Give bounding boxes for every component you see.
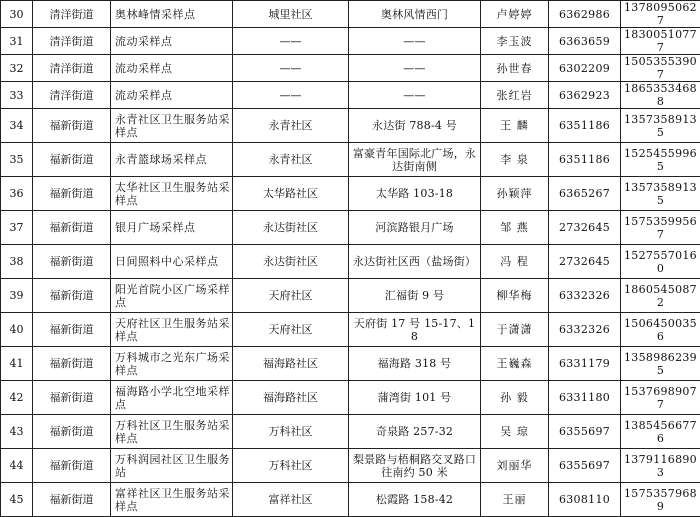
cell-sampling-site: 流动采样点 (111, 82, 233, 109)
cell-community: 富祥社区 (233, 483, 349, 517)
cell-street: 福新街道 (33, 245, 111, 279)
cell-mobile-phone: 13791168903 (621, 449, 700, 483)
cell-mobile-phone: 13573589135 (621, 177, 700, 211)
cell-office-phone: 6332326 (549, 313, 621, 347)
cell-sampling-site: 流动采样点 (111, 28, 233, 55)
cell-number: 36 (1, 177, 33, 211)
cell-community: 福海路社区 (233, 381, 349, 415)
cell-sampling-site: 福海路小学北空地采样点 (111, 381, 233, 415)
table-body (1, 1, 700, 517)
cell-office-phone: 6332326 (549, 279, 621, 313)
cell-address: 永达街社区西（盐场街） (349, 245, 481, 279)
cell-mobile-phone: 18653534688 (621, 82, 700, 109)
cell-street: 福新街道 (33, 177, 111, 211)
cell-address: —— (349, 28, 481, 55)
cell-office-phone: 2732645 (549, 245, 621, 279)
cell-community: 太华路社区 (233, 177, 349, 211)
table-row (1, 347, 700, 381)
cell-number: 30 (1, 1, 33, 28)
table-row (1, 109, 700, 143)
cell-community: —— (233, 82, 349, 109)
cell-street: 福新街道 (33, 109, 111, 143)
cell-address: 天府街 17 号 15-17、18 (349, 313, 481, 347)
cell-address: —— (349, 55, 481, 82)
cell-community: 永青社区 (233, 143, 349, 177)
cell-street: 福新街道 (33, 211, 111, 245)
cell-office-phone: 6362923 (549, 82, 621, 109)
cell-street: 福新街道 (33, 381, 111, 415)
cell-community: 永青社区 (233, 109, 349, 143)
cell-office-phone: 6362986 (549, 1, 621, 28)
cell-office-phone: 6351186 (549, 109, 621, 143)
cell-contact-person: 孙颖萍 (481, 177, 549, 211)
table-row (1, 28, 700, 55)
cell-community: 永达街社区 (233, 245, 349, 279)
cell-address: 松霞路 158-42 (349, 483, 481, 517)
cell-contact-person: 卢婷婷 (481, 1, 549, 28)
cell-sampling-site: 流动采样点 (111, 55, 233, 82)
cell-sampling-site: 银月广场采样点 (111, 211, 233, 245)
cell-address: 富豪青年国际北广场，永达街南侧 (349, 143, 481, 177)
table-row (1, 177, 700, 211)
cell-sampling-site: 万科润园社区卫生服务站 (111, 449, 233, 483)
cell-sampling-site: 阳光首院小区广场采样点 (111, 279, 233, 313)
cell-community: 永达街社区 (233, 211, 349, 245)
cell-sampling-site: 富祥社区卫生服务站采样点 (111, 483, 233, 517)
cell-address: 永达街 788-4 号 (349, 109, 481, 143)
cell-mobile-phone: 15254559965 (621, 143, 700, 177)
cell-community: —— (233, 28, 349, 55)
cell-office-phone: 6308110 (549, 483, 621, 517)
cell-contact-person: 冯 程 (481, 245, 549, 279)
cell-office-phone: 2732645 (549, 211, 621, 245)
cell-contact-person: 吴 琼 (481, 415, 549, 449)
table-row (1, 55, 700, 82)
cell-mobile-phone: 15064500356 (621, 313, 700, 347)
cell-number: 45 (1, 483, 33, 517)
table-row (1, 483, 700, 517)
cell-sampling-site: 太华社区卫生服务站采样点 (111, 177, 233, 211)
cell-mobile-phone: 13589862395 (621, 347, 700, 381)
cell-street: 清洋街道 (33, 28, 111, 55)
cell-address: 河滨路银月广场 (349, 211, 481, 245)
cell-contact-person: 孙 毅 (481, 381, 549, 415)
cell-contact-person: 李 泉 (481, 143, 549, 177)
cell-number: 39 (1, 279, 33, 313)
cell-mobile-phone: 15753599567 (621, 211, 700, 245)
cell-office-phone: 6355697 (549, 449, 621, 483)
cell-number: 40 (1, 313, 33, 347)
cell-street: 福新街道 (33, 347, 111, 381)
cell-sampling-site: 万科城市之光东广场采样点 (111, 347, 233, 381)
cell-mobile-phone: 15275570160 (621, 245, 700, 279)
cell-address: —— (349, 82, 481, 109)
cell-contact-person: 张红岩 (481, 82, 549, 109)
cell-contact-person: 王 麟 (481, 109, 549, 143)
table-row (1, 381, 700, 415)
cell-sampling-site: 永青社区卫生服务站采样点 (111, 109, 233, 143)
cell-mobile-phone: 13854566776 (621, 415, 700, 449)
table-row (1, 313, 700, 347)
cell-mobile-phone: 13573589135 (621, 109, 700, 143)
cell-address: 汇福街 9 号 (349, 279, 481, 313)
cell-street: 清洋街道 (33, 82, 111, 109)
table-row (1, 82, 700, 109)
cell-number: 44 (1, 449, 33, 483)
cell-community: 天府社区 (233, 313, 349, 347)
cell-contact-person: 刘丽华 (481, 449, 549, 483)
cell-office-phone: 6363659 (549, 28, 621, 55)
table-row (1, 211, 700, 245)
cell-mobile-phone: 15053553907 (621, 55, 700, 82)
cell-office-phone: 6331180 (549, 381, 621, 415)
cell-number: 43 (1, 415, 33, 449)
table-row (1, 449, 700, 483)
table-row (1, 143, 700, 177)
cell-number: 37 (1, 211, 33, 245)
cell-mobile-phone: 15376989077 (621, 381, 700, 415)
cell-address: 奥林风情西门 (349, 1, 481, 28)
cell-mobile-phone: 18300510777 (621, 28, 700, 55)
table-row (1, 279, 700, 313)
cell-street: 福新街道 (33, 483, 111, 517)
cell-number: 38 (1, 245, 33, 279)
cell-community: 万科社区 (233, 415, 349, 449)
cell-address: 梨景路与梧桐路交叉路口往南约 50 米 (349, 449, 481, 483)
cell-mobile-phone: 15753579689 (621, 483, 700, 517)
cell-mobile-phone: 18605450872 (621, 279, 700, 313)
cell-number: 33 (1, 82, 33, 109)
cell-community: 万科社区 (233, 449, 349, 483)
cell-sampling-site: 万科社区卫生服务站采样点 (111, 415, 233, 449)
cell-street: 清洋街道 (33, 1, 111, 28)
cell-office-phone: 6365267 (549, 177, 621, 211)
cell-street: 清洋街道 (33, 55, 111, 82)
cell-community: 天府社区 (233, 279, 349, 313)
cell-street: 福新街道 (33, 449, 111, 483)
cell-number: 32 (1, 55, 33, 82)
cell-contact-person: 王巍森 (481, 347, 549, 381)
cell-sampling-site: 日间照料中心采样点 (111, 245, 233, 279)
cell-community: 城里社区 (233, 1, 349, 28)
cell-office-phone: 6355697 (549, 415, 621, 449)
table-row (1, 415, 700, 449)
cell-number: 31 (1, 28, 33, 55)
cell-contact-person: 李玉波 (481, 28, 549, 55)
cell-contact-person: 王丽 (481, 483, 549, 517)
cell-address: 蒲湾街 101 号 (349, 381, 481, 415)
cell-street: 福新街道 (33, 415, 111, 449)
table-row (1, 1, 700, 28)
cell-office-phone: 6302209 (549, 55, 621, 82)
cell-mobile-phone: 13780950627 (621, 1, 700, 28)
cell-number: 34 (1, 109, 33, 143)
cell-community: 福海路社区 (233, 347, 349, 381)
cell-contact-person: 孙世春 (481, 55, 549, 82)
cell-sampling-site: 永青篮球场采样点 (111, 143, 233, 177)
cell-number: 42 (1, 381, 33, 415)
cell-street: 福新街道 (33, 279, 111, 313)
cell-contact-person: 邹 燕 (481, 211, 549, 245)
cell-address: 太华路 103-18 (349, 177, 481, 211)
cell-address: 福海路 318 号 (349, 347, 481, 381)
cell-number: 35 (1, 143, 33, 177)
cell-street: 福新街道 (33, 313, 111, 347)
cell-contact-person: 于潇潇 (481, 313, 549, 347)
cell-number: 41 (1, 347, 33, 381)
cell-office-phone: 6331179 (549, 347, 621, 381)
cell-community: —— (233, 55, 349, 82)
cell-address: 奇泉路 257-32 (349, 415, 481, 449)
table-row (1, 245, 700, 279)
cell-street: 福新街道 (33, 143, 111, 177)
cell-office-phone: 6351186 (549, 143, 621, 177)
cell-sampling-site: 奥林峰情采样点 (111, 1, 233, 28)
cell-contact-person: 柳华梅 (481, 279, 549, 313)
cell-sampling-site: 天府社区卫生服务站采样点 (111, 313, 233, 347)
